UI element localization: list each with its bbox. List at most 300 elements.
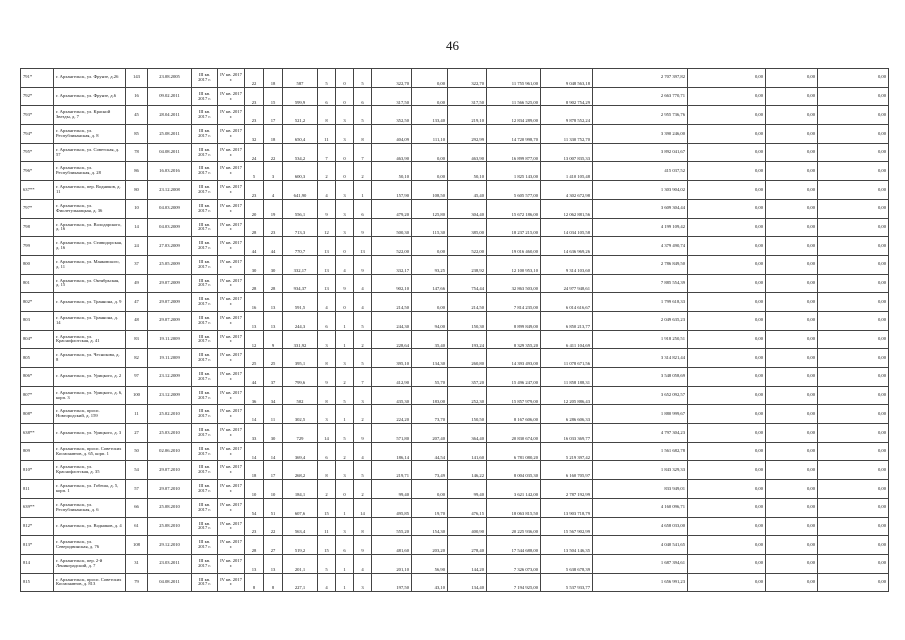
stage-start-cell: III кв. 2017 г. [192,311,218,330]
cost-local-cell: 0,00 [688,498,766,517]
residents-total-cell: 5 [245,162,264,181]
stage-start-cell: III кв. 2017 г. [192,573,218,592]
cost-other-cell: 0,00 [766,125,818,144]
rooms-mun-cell: 0 [336,143,354,162]
house-count-cell: 66 [126,498,148,517]
cost-other-cell: 0,00 [766,311,818,330]
area-total-cell: 534,2 [283,143,318,162]
area-resettle-cell: 412,90 [372,368,412,387]
residents-resettled-cell: 30 [264,424,283,443]
rooms-total-cell: 6 [318,311,336,330]
area-priv-cell: 304,40 [448,199,487,218]
area-resettle-cell: 219,71 [372,461,412,480]
area-resettle-cell: 571,80 [372,424,412,443]
area-mun-cell: 108,50 [412,181,448,200]
residents-resettled-cell: 51 [264,498,283,517]
date-cell: 29.07.2009 [148,293,192,312]
row-number-cell: 813* [21,536,54,555]
residents-resettled-cell: 10 [264,480,283,499]
area-total-cell: 641,90 [283,181,318,200]
rooms-mun-cell: 2 [336,368,354,387]
rooms-priv-cell: 1 [354,181,372,200]
cost-budget-cell: 4 040 541,65 [593,536,688,555]
address-cell: г. Архангельск, пер. 2-й Ленинградский, д. 7 [54,554,126,573]
row-number-cell: 795* [21,143,54,162]
cost-fund-cell: 15 567 902,99 [541,517,593,536]
cost-fund-cell: 6 411 104,69 [541,330,593,349]
row-number-cell: 796* [21,162,54,181]
cost-other-cell: 0,00 [766,349,818,368]
house-count-cell: 47 [126,293,148,312]
area-priv-cell: 278,40 [448,536,487,555]
cost-budget-cell: 7 885 554,39 [593,274,688,293]
page-number: 46 [446,38,459,53]
rooms-priv-cell: 2 [354,405,372,424]
stage-start-cell: III кв. 2017 г. [192,368,218,387]
row-number-cell: 807* [21,386,54,405]
table-row [21,125,889,144]
stage-end-cell: IV кв. 2017 г. [218,218,245,237]
rooms-priv-cell: 8 [354,517,372,536]
stage-start-cell: III кв. 2017 г. [192,386,218,405]
cost-other-cell: 0,00 [766,218,818,237]
cost-fund-cell: 2 787 192,99 [541,480,593,499]
cost-local-cell: 0,00 [688,480,766,499]
rooms-priv-cell: 14 [354,498,372,517]
address-cell: г. Архангельск, ул. Водников, д. 4 [54,517,126,536]
cost-budget-cell: 4 658 033,00 [593,517,688,536]
rooms-total-cell: 13 [318,255,336,274]
cost-extra-cell: 0,00 [818,237,889,256]
rooms-priv-cell: 7 [354,143,372,162]
rooms-total-cell: 6 [318,442,336,461]
rooms-total-cell: 8 [318,349,336,368]
cost-total-cell: 7 194 925,00 [487,573,541,592]
area-mun-cell: 133,40 [412,106,448,125]
house-count-cell: 45 [126,106,148,125]
house-count-cell: 27 [126,424,148,443]
rooms-priv-cell: 4 [354,274,372,293]
date-cell: 29.07.2010 [148,480,192,499]
cost-local-cell: 0,00 [688,386,766,405]
cost-fund-cell: 4 302 672,98 [541,181,593,200]
address-cell: г. Архангельск, ул. Траннона, д. 9 [54,293,126,312]
residents-resettled-cell: 37 [264,368,283,387]
stage-start-cell: III кв. 2017 г. [192,87,218,106]
cost-other-cell: 0,00 [766,461,818,480]
row-number-cell: 801 [21,274,54,293]
table-row [21,349,889,368]
address-cell: г. Архангельск, ул. Маяковского, д. 11 [54,255,126,274]
rooms-mun-cell: 1 [336,573,354,592]
cost-total-cell: 16 899 877,00 [487,143,541,162]
row-number-cell: 814 [21,554,54,573]
cost-extra-cell: 0,00 [818,199,889,218]
area-resettle-cell: 555,20 [372,517,412,536]
area-mun-cell: 115,30 [412,218,448,237]
table-row [21,405,889,424]
area-resettle-cell: 352,50 [372,106,412,125]
date-cell: 29.12.2010 [148,536,192,555]
stage-start-cell: III кв. 2017 г. [192,237,218,256]
residents-resettled-cell: 28 [264,274,283,293]
area-mun-cell: 111,10 [412,125,448,144]
rooms-total-cell: 3 [318,330,336,349]
cost-fund-cell: 9 048 563,18 [541,69,593,88]
cost-fund-cell: 6 286 606,33 [541,405,593,424]
area-priv-cell: 292,99 [448,125,487,144]
address-cell: г. Архангельск, ул. Фиолетульницкая, д. 36 [54,199,126,218]
cost-budget-cell: 3 609 304,44 [593,199,688,218]
date-cell: 23.12.2009 [148,386,192,405]
area-resettle-cell: 157,90 [372,181,412,200]
cost-local-cell: 0,00 [688,218,766,237]
residents-total-cell: 10 [245,480,264,499]
cost-fund-cell: 8 902 754,29 [541,87,593,106]
address-cell: г. Архангельск, ул. Республиканская, д. 8 [54,125,126,144]
area-resettle-cell: 201,10 [372,554,412,573]
cost-other-cell: 0,00 [766,255,818,274]
cost-budget-cell: 1 918 250,51 [593,330,688,349]
date-cell: 25.08.2011 [148,125,192,144]
stage-start-cell: III кв. 2017 г. [192,162,218,181]
cost-local-cell: 0,00 [688,405,766,424]
cost-extra-cell: 0,00 [818,143,889,162]
cost-total-cell: 5 605 577,00 [487,181,541,200]
area-priv-cell: 238,92 [448,255,487,274]
area-priv-cell: 463,90 [448,143,487,162]
row-number-cell: 805 [21,349,54,368]
residents-total-cell: 44 [245,368,264,387]
cost-total-cell: 15 496 247,00 [487,368,541,387]
rooms-mun-cell: 1 [336,330,354,349]
stage-start-cell: III кв. 2017 г. [192,498,218,517]
area-mun-cell: 154,30 [412,517,448,536]
cost-fund-cell: 11 078 671,56 [541,349,593,368]
cost-local-cell: 0,00 [688,536,766,555]
date-cell: 25.03.2010 [148,424,192,443]
area-total-cell: 600,3 [283,162,318,181]
cost-other-cell: 0,00 [766,162,818,181]
cost-fund-cell: 6 850 213,77 [541,311,593,330]
house-count-cell: 48 [126,311,148,330]
row-number-cell: 803 [21,311,54,330]
cost-extra-cell: 0,00 [818,498,889,517]
rooms-mun-cell: 0 [336,237,354,256]
table-row [21,255,889,274]
cost-fund-cell: 13 007 835,33 [541,143,593,162]
date-cell: 27.03.2009 [148,237,192,256]
house-count-cell: 37 [126,255,148,274]
rooms-mun-cell: 3 [336,461,354,480]
area-resettle-cell: 902,10 [372,274,412,293]
address-cell: г. Архангельск, ул. Фрунзе, д.6 [54,87,126,106]
area-mun-cell: 0,00 [412,143,448,162]
stage-end-cell: IV кв. 2017 г. [218,536,245,555]
stage-end-cell: IV кв. 2017 г. [218,554,245,573]
cost-budget-cell: 2 663 770,71 [593,87,688,106]
area-resettle-cell: 435,30 [372,386,412,405]
area-total-cell: 184,1 [283,480,318,499]
cost-local-cell: 0,00 [688,424,766,443]
area-mun-cell: 203,20 [412,536,448,555]
stage-start-cell: III кв. 2017 г. [192,199,218,218]
area-total-cell: 599,9 [283,87,318,106]
address-cell: г. Архангельск, ул. Урицкого, д. 3 [54,424,126,443]
cost-fund-cell: 11 858 188,31 [541,368,593,387]
cost-budget-cell: 1 843 329,33 [593,461,688,480]
area-total-cell: 268,2 [283,461,318,480]
cost-total-cell: 1 825 143,00 [487,162,541,181]
stage-end-cell: IV кв. 2017 г. [218,498,245,517]
date-cell: 28.04.2011 [148,106,192,125]
stage-end-cell: IV кв. 2017 г. [218,255,245,274]
cost-total-cell: 15 672 186,00 [487,199,541,218]
stage-start-cell: III кв. 2017 г. [192,293,218,312]
cost-fund-cell: 5 638 678,39 [541,554,593,573]
rooms-mun-cell: 5 [336,424,354,443]
cost-other-cell: 0,00 [766,143,818,162]
date-cell: 29.07.2009 [148,311,192,330]
cost-fund-cell: 9 314 103,60 [541,255,593,274]
rooms-priv-cell: 6 [354,199,372,218]
table-row [21,536,889,555]
row-number-cell: 791* [21,69,54,88]
residents-resettled-cell: 18 [264,125,283,144]
table-row [21,442,889,461]
rooms-mun-cell: 0 [336,69,354,88]
area-priv-cell: 260,80 [448,349,487,368]
area-resettle-cell: 244,30 [372,311,412,330]
table-row [21,274,889,293]
cost-local-cell: 0,00 [688,293,766,312]
rooms-mun-cell: 6 [336,536,354,555]
date-cell: 23.12.2008 [148,181,192,200]
area-mun-cell: 125,80 [412,199,448,218]
cost-extra-cell: 0,00 [818,87,889,106]
cost-local-cell: 0,00 [688,517,766,536]
area-resettle-cell: 197,50 [372,573,412,592]
house-count-cell: 80 [126,181,148,200]
cost-extra-cell: 0,00 [818,573,889,592]
cost-other-cell: 0,00 [766,237,818,256]
address-cell: г. Архангельск, просп. Советских Космонавтов, д. 813 [54,573,126,592]
cost-extra-cell: 0,00 [818,349,889,368]
cost-total-cell: 15 857 979,00 [487,386,541,405]
rooms-total-cell: 8 [318,106,336,125]
row-number-cell: 802* [21,293,54,312]
cost-total-cell: 6 781 080,20 [487,442,541,461]
cost-budget-cell: 3 548 058,69 [593,368,688,387]
rooms-total-cell: 15 [318,498,336,517]
row-number-cell: 815 [21,573,54,592]
area-resettle-cell: 404,09 [372,125,412,144]
cost-fund-cell: 16 033 369,77 [541,424,593,443]
date-cell: 29.07.2009 [148,274,192,293]
area-total-cell: 650,4 [283,125,318,144]
date-cell: 25.08.2010 [148,498,192,517]
area-total-cell: 713,3 [283,218,318,237]
residents-resettled-cell: 13 [264,311,283,330]
cost-fund-cell: 1 410 105,48 [541,162,593,181]
cost-local-cell: 0,00 [688,106,766,125]
cost-fund-cell: 9 878 552,24 [541,106,593,125]
rooms-priv-cell: 9 [354,424,372,443]
residents-total-cell: 20 [245,199,264,218]
stage-end-cell: IV кв. 2017 г. [218,424,245,443]
area-total-cell: 607,6 [283,498,318,517]
rooms-mun-cell: 3 [336,218,354,237]
rooms-total-cell: 8 [318,461,336,480]
house-count-cell: 86 [126,162,148,181]
date-cell: 29.07.2010 [148,461,192,480]
rooms-priv-cell: 2 [354,162,372,181]
cost-other-cell: 0,00 [766,442,818,461]
area-priv-cell: 99,40 [448,480,487,499]
table-row [21,237,889,256]
address-cell: г. Архангельск, ул. Фрунзе, д.26 [54,69,126,88]
stage-end-cell: IV кв. 2017 г. [218,237,245,256]
rooms-mun-cell: 3 [336,199,354,218]
stage-end-cell: IV кв. 2017 г. [218,330,245,349]
area-total-cell: 591,5 [283,293,318,312]
stage-end-cell: IV кв. 2017 г. [218,405,245,424]
cost-local-cell: 0,00 [688,368,766,387]
area-mun-cell: 19,70 [412,498,448,517]
table-row [21,368,889,387]
cost-other-cell: 0,00 [766,536,818,555]
row-number-cell: 808* [21,405,54,424]
address-cell: г. Архангельск, просп. Советских Космонавтов, д. 65, корп. 1 [54,442,126,461]
cost-extra-cell: 0,00 [818,293,889,312]
rooms-total-cell: 11 [318,125,336,144]
area-total-cell: 201,1 [283,554,318,573]
cost-local-cell: 0,00 [688,311,766,330]
area-resettle-cell: 479,20 [372,199,412,218]
rooms-total-cell: 12 [318,218,336,237]
cost-budget-cell: 2 049 635,23 [593,311,688,330]
stage-end-cell: IV кв. 2017 г. [218,311,245,330]
cost-budget-cell: 1 880 999,67 [593,405,688,424]
area-total-cell: 331,92 [283,330,318,349]
date-cell: 23.12.2009 [148,368,192,387]
cost-extra-cell: 0,00 [818,442,889,461]
area-priv-cell: 146,22 [448,461,487,480]
rooms-total-cell: 4 [318,573,336,592]
residents-resettled-cell: 22 [264,143,283,162]
date-cell: 02.06.2010 [148,442,192,461]
table-row [21,386,889,405]
rooms-priv-cell: 2 [354,330,372,349]
rooms-total-cell: 11 [318,517,336,536]
residents-total-cell: 14 [245,405,264,424]
cost-fund-cell: 13 504 146,35 [541,536,593,555]
residents-total-cell: 24 [245,143,264,162]
cost-other-cell: 0,00 [766,573,818,592]
cost-budget-cell: 3 314 821,44 [593,349,688,368]
area-mun-cell: 44,54 [412,442,448,461]
cost-local-cell: 0,00 [688,69,766,88]
cost-fund-cell: 6 160 705,97 [541,461,593,480]
cost-total-cell: 7 814 235,00 [487,293,541,312]
cost-local-cell: 0,00 [688,461,766,480]
area-resettle-cell: 322,70 [372,69,412,88]
rooms-mun-cell: 1 [336,311,354,330]
stage-start-cell: III кв. 2017 г. [192,424,218,443]
rooms-total-cell: 8 [318,386,336,405]
rooms-mun-cell: 0 [336,293,354,312]
table-row [21,162,889,181]
row-number-cell: 637** [21,181,54,200]
cost-extra-cell: 0,00 [818,424,889,443]
rooms-priv-cell: 2 [354,480,372,499]
rooms-priv-cell: 7 [354,368,372,387]
cost-budget-cell: 1 561 682,78 [593,442,688,461]
date-cell: 04.03.2009 [148,199,192,218]
address-cell: г. Архангельск, ул. Республиканская, д. 6 [54,498,126,517]
residents-total-cell: 16 [245,293,264,312]
rooms-mun-cell: 5 [336,386,354,405]
area-resettle-cell: 50,10 [372,162,412,181]
address-cell: г. Архангельск, ул. Траннона, д. 14 [54,311,126,330]
house-count-cell: 78 [126,143,148,162]
table-row [21,293,889,312]
residents-total-cell: 14 [245,442,264,461]
area-resettle-cell: 500,30 [372,218,412,237]
area-mun-cell: 0,00 [412,480,448,499]
residents-resettled-cell: 13 [264,554,283,573]
row-number-cell: 810* [21,461,54,480]
cost-total-cell: 32 863 503,00 [487,274,541,293]
area-total-cell: 563,4 [283,517,318,536]
area-priv-cell: 150,50 [448,405,487,424]
house-count-cell: 50 [126,442,148,461]
rooms-priv-cell: 5 [354,461,372,480]
rooms-total-cell: 6 [318,87,336,106]
cost-extra-cell: 0,00 [818,69,889,88]
row-number-cell: 800 [21,255,54,274]
residents-total-cell: 23 [245,181,264,200]
residents-resettled-cell: 4 [264,181,283,200]
area-total-cell: 502 [283,386,318,405]
rooms-priv-cell: 9 [354,218,372,237]
cost-extra-cell: 0,00 [818,554,889,573]
date-cell: 23.03.2011 [148,554,192,573]
residents-total-cell: 23 [245,87,264,106]
area-resettle-cell: 317,50 [372,87,412,106]
house-count-cell: 11 [126,405,148,424]
cost-budget-cell: 2 786 849,50 [593,255,688,274]
residents-resettled-cell: 22 [264,517,283,536]
stage-end-cell: IV кв. 2017 г. [218,461,245,480]
rooms-total-cell: 3 [318,405,336,424]
area-resettle-cell: 463,90 [372,143,412,162]
cost-budget-cell: 1 799 618,33 [593,293,688,312]
area-resettle-cell: 332,17 [372,255,412,274]
cost-total-cell: 14 720 998,70 [487,125,541,144]
stage-start-cell: III кв. 2017 г. [192,480,218,499]
residents-total-cell: 22 [245,69,264,88]
rooms-total-cell: 14 [318,424,336,443]
residents-total-cell: 28 [245,218,264,237]
cost-extra-cell: 0,00 [818,218,889,237]
area-mun-cell: 56,90 [412,554,448,573]
cost-fund-cell: 13 903 718,79 [541,498,593,517]
house-count-cell: 14 [126,218,148,237]
area-total-cell: 244,3 [283,311,318,330]
residents-total-cell: 32 [245,125,264,144]
stage-start-cell: III кв. 2017 г. [192,554,218,573]
